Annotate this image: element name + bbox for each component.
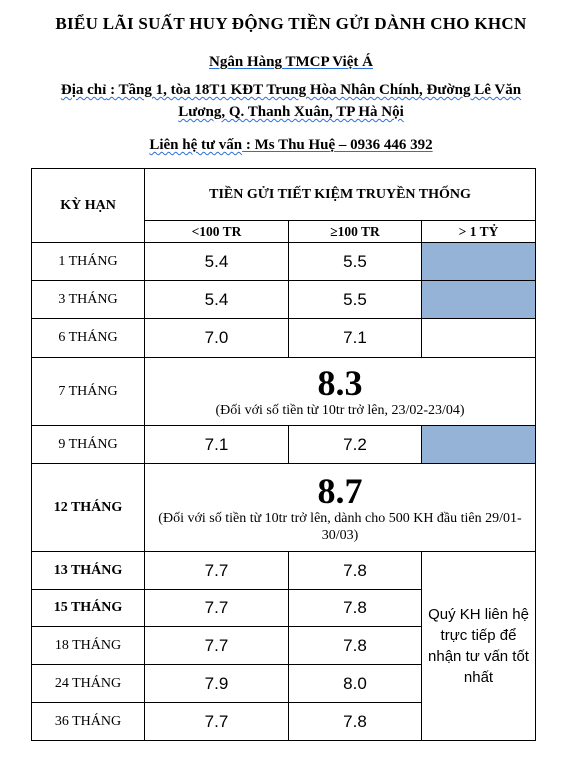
rate-under-100tr: 7.7	[145, 552, 289, 590]
highlight-cell	[422, 243, 536, 281]
table-row	[32, 426, 536, 464]
rate-over-100tr: 7.8	[289, 627, 422, 665]
advice-cell: Quý KH liên hệ trực tiếp để nhận tư vấn tốt nhất	[422, 552, 536, 741]
subheader-under-100tr: <100 TR	[145, 221, 289, 243]
address-text-1: : Tầng 1, tòa 18T1 KĐT Trung Hòa Nhân Chính, Đường Lê Văn	[106, 82, 522, 98]
rate-over-100tr: 7.8	[289, 590, 422, 627]
interest-rate-table	[31, 168, 536, 741]
term-cell: 24 THÁNG	[32, 665, 145, 703]
rate-under-100tr: 7.7	[145, 627, 289, 665]
term-cell: 3 THÁNG	[32, 281, 145, 319]
address-text-2: Lương, Q. Thanh Xuân, TP Hà Nội	[178, 104, 404, 120]
header-savings-group: TIỀN GỬI TIẾT KIỆM TRUYỀN THỐNG	[145, 169, 536, 221]
term-cell: 15 THÁNG	[32, 590, 145, 627]
term-cell: 1 THÁNG	[32, 243, 145, 281]
bank-name-text: Ngân Hàng TMCP Việt Á	[209, 54, 373, 70]
term-cell: 9 THÁNG	[32, 426, 145, 464]
address-line-1	[0, 82, 582, 99]
rate-under-100tr: 7.7	[145, 590, 289, 627]
rate-over-100tr: 5.5	[289, 281, 422, 319]
promo-rate-cell	[145, 358, 536, 426]
subheader-over-1ty: > 1 TỶ	[422, 221, 536, 243]
promo-rate-value: 8.3	[317, 363, 363, 403]
address-label: Địa chỉ	[60, 82, 107, 98]
term-cell: 12 THÁNG	[32, 464, 145, 552]
table-row	[32, 358, 536, 426]
promo-rate-cell	[145, 464, 536, 552]
rate-under-100tr: 7.1	[145, 426, 289, 464]
rate-over-100tr: 5.5	[289, 243, 422, 281]
rate-over-100tr: 7.2	[289, 426, 422, 464]
table-row	[32, 552, 536, 590]
rate-over-100tr: 7.1	[289, 319, 422, 358]
header-term: KỲ HẠN	[32, 169, 145, 243]
term-cell: 18 THÁNG	[32, 627, 145, 665]
highlight-cell	[422, 426, 536, 464]
table-row	[32, 319, 536, 358]
contact-value: : Ms Thu Huệ – 0936 446 392	[242, 137, 433, 153]
rate-under-100tr: 7.0	[145, 319, 289, 358]
rate-over-100tr: 7.8	[289, 552, 422, 590]
promo-rate-value: 8.7	[317, 470, 363, 511]
table-header-row	[32, 169, 536, 221]
contact-label: Liên hệ tư vấn	[149, 137, 243, 153]
contact-line	[0, 137, 582, 154]
address-line-2	[0, 104, 582, 121]
table-row	[32, 464, 536, 552]
term-cell: 7 THÁNG	[32, 358, 145, 426]
rate-over-100tr: 8.0	[289, 665, 422, 703]
rate-under-100tr: 7.9	[145, 665, 289, 703]
bank-name	[0, 54, 582, 71]
highlight-cell	[422, 281, 536, 319]
promo-rate-note: (Đối với số tiền từ 10tr trở lên, dành cho 500 KH đầu tiên 29/01-30/03)	[158, 510, 522, 543]
table-row	[32, 243, 536, 281]
page-title: BIỂU LÃI SUẤT HUY ĐỘNG TIỀN GỬI DÀNH CHO KHCN	[55, 14, 527, 33]
subheader-over-100tr: ≥100 TR	[289, 221, 422, 243]
rate-under-100tr: 7.7	[145, 703, 289, 741]
term-cell: 13 THÁNG	[32, 552, 145, 590]
rate-under-100tr: 5.4	[145, 281, 289, 319]
term-cell: 6 THÁNG	[32, 319, 145, 358]
rate-over-100tr: 7.8	[289, 703, 422, 741]
empty-cell	[422, 319, 536, 358]
promo-rate-note: (Đối với số tiền từ 10tr trở lên, 23/02-23/04)	[215, 403, 465, 418]
rate-under-100tr: 5.4	[145, 243, 289, 281]
table-row	[32, 281, 536, 319]
term-cell: 36 THÁNG	[32, 703, 145, 741]
